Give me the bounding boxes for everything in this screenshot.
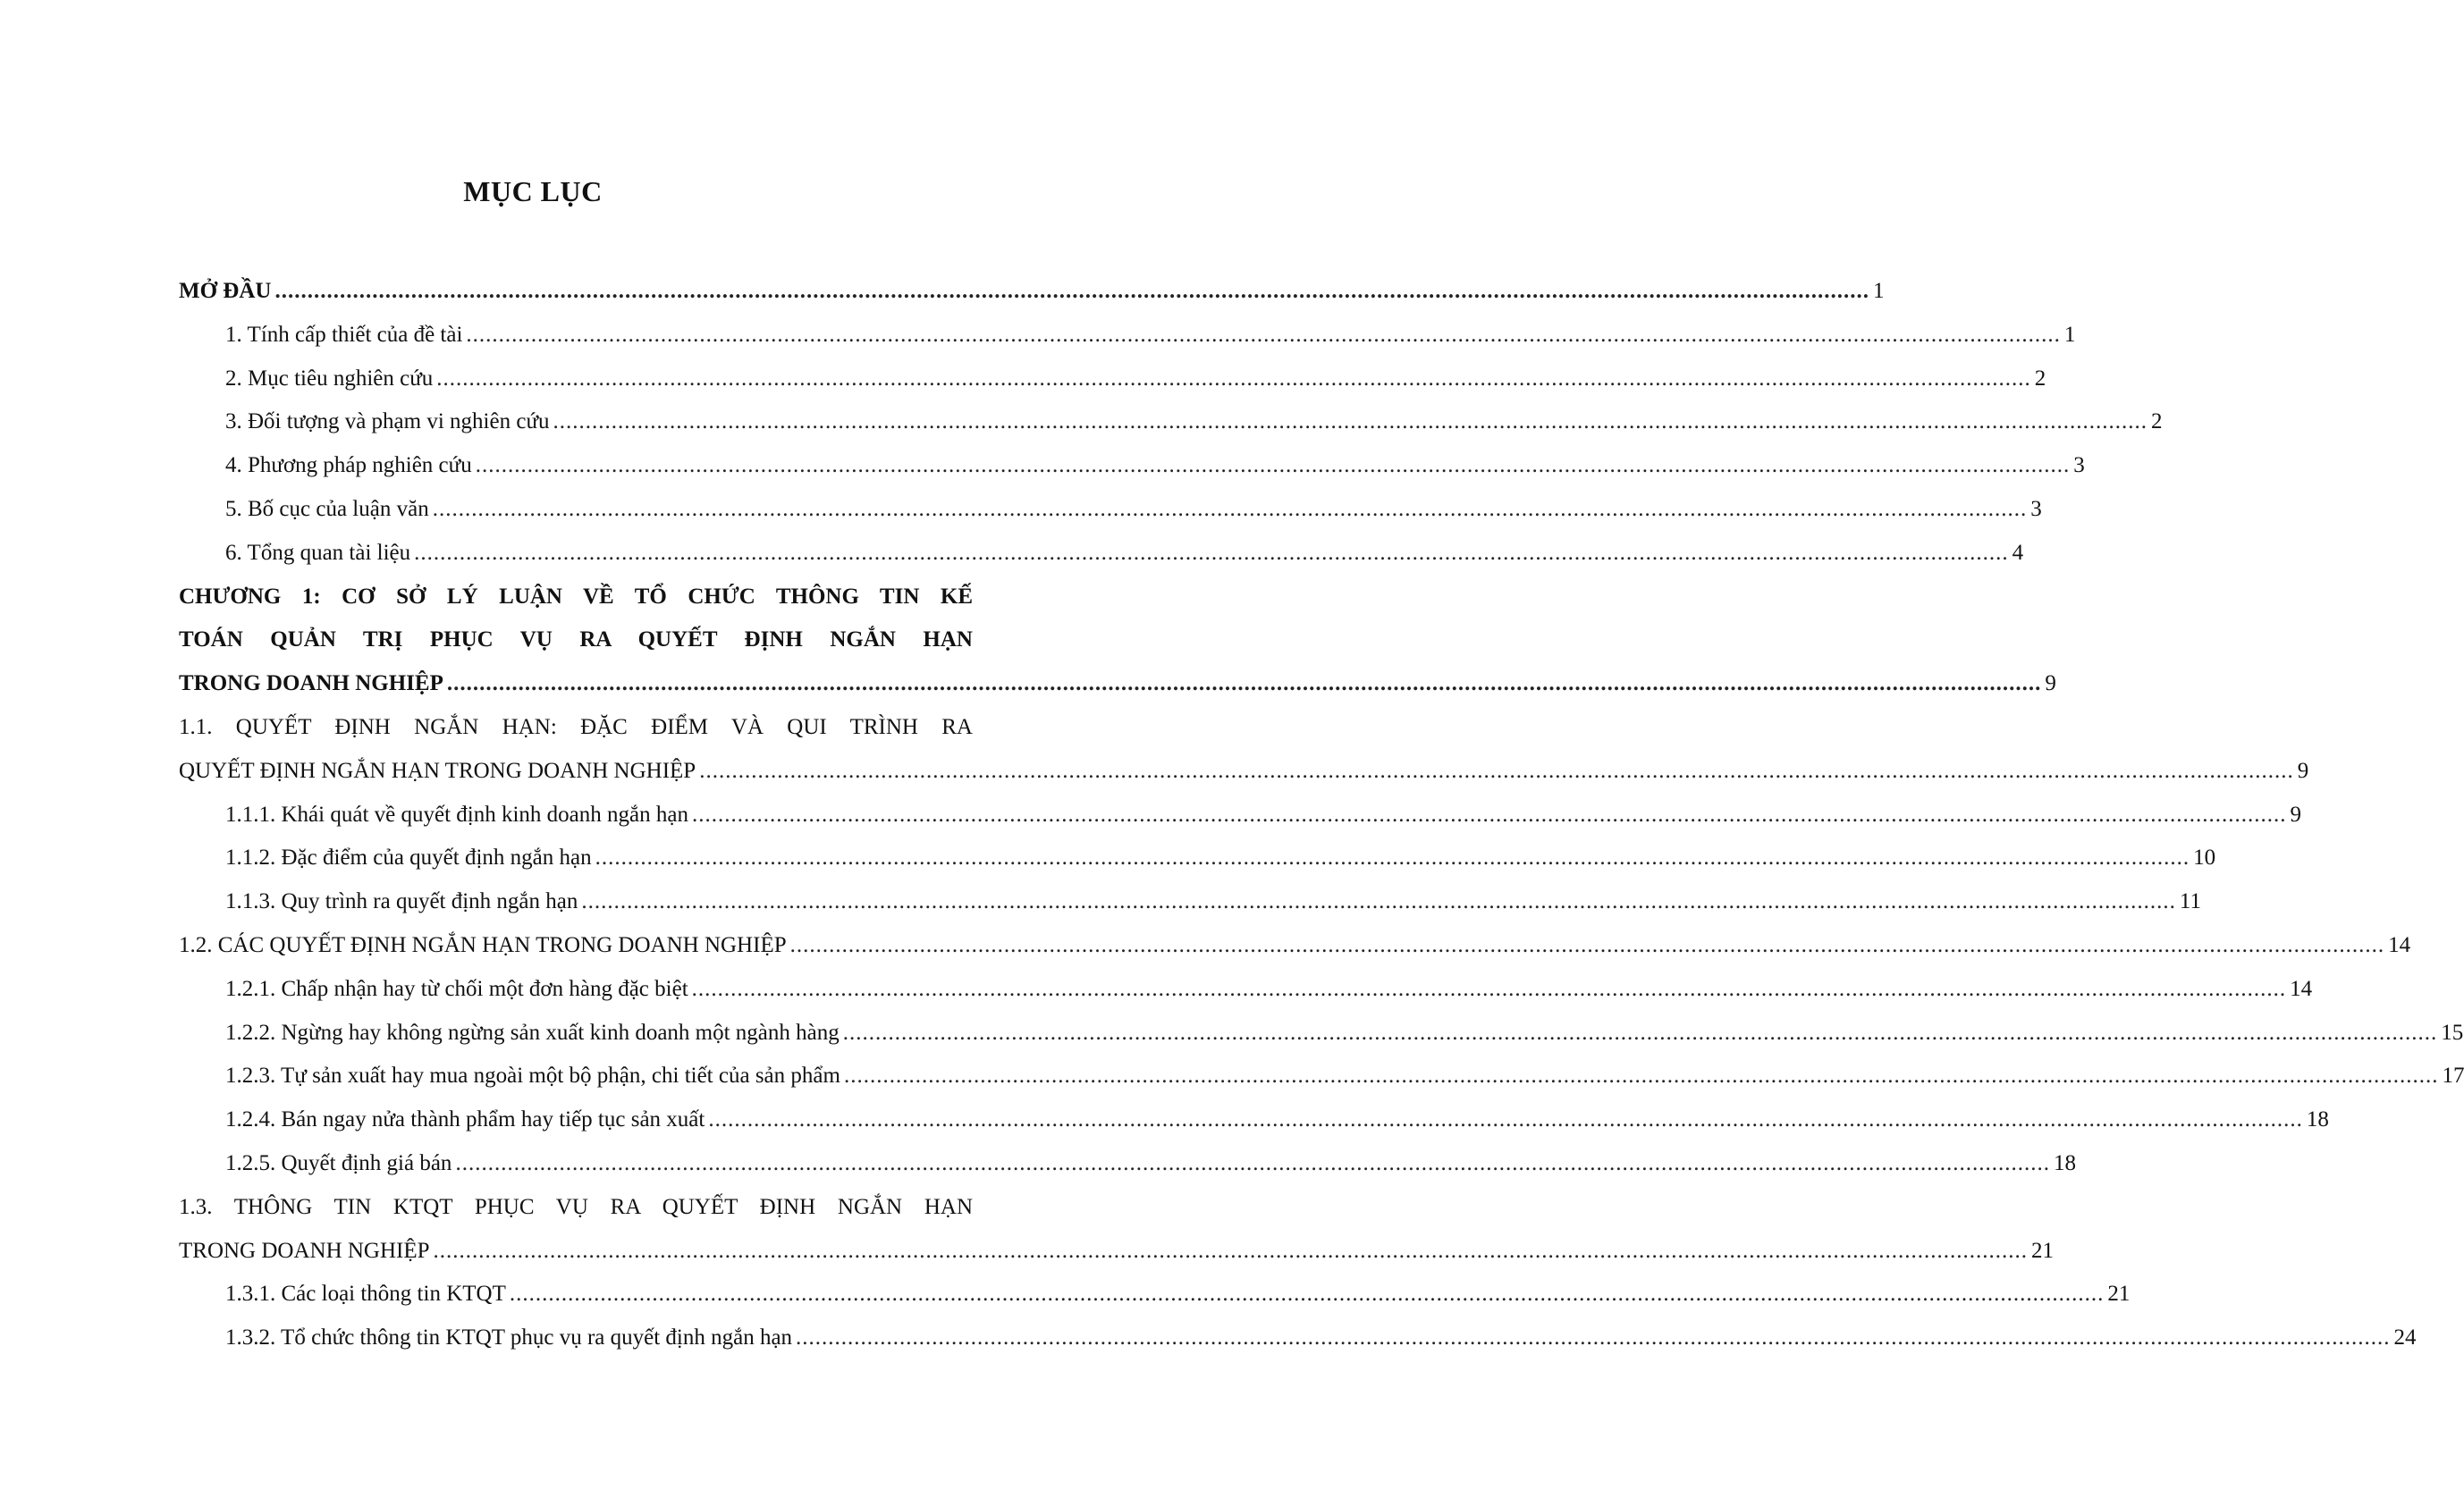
toc-entry-title: 6. Tổng quan tài liệu: [225, 540, 411, 565]
toc-entry-page-number: 9: [2297, 758, 2309, 783]
toc-entry[interactable]: [179, 968, 2313, 1012]
dot-leader: [510, 1273, 2105, 1317]
toc-entry[interactable]: [179, 924, 2411, 968]
toc-entry-page-number: 4: [2012, 540, 2024, 565]
toc-entry-row: [179, 662, 2056, 706]
toc-entry-title: 1.2. CÁC QUYẾT ĐỊNH NGẮN HẠN TRONG DOANH NGHIỆP: [179, 932, 787, 957]
toc-entry[interactable]: [179, 1098, 2329, 1142]
page-title: MỤC LỤC: [463, 175, 603, 207]
dot-leader: [692, 794, 2287, 837]
toc-entry-row: [179, 400, 2163, 444]
toc-entry-row: [179, 794, 2301, 837]
toc-entry-row: [179, 1055, 2464, 1098]
toc-entry-row: [179, 358, 2046, 401]
dot-leader: [433, 488, 2028, 532]
dot-leader: [699, 750, 2294, 794]
toc-entry[interactable]: [179, 1142, 2076, 1186]
toc-entry-title: 5. Bố cục của luận văn: [225, 496, 429, 521]
toc-entry-title: 1.2.5. Quyết định giá bán: [225, 1150, 452, 1175]
dot-leader: [581, 880, 2176, 924]
dot-leader: [414, 532, 2009, 576]
toc-entry-heading-line: TOÁN QUẢN TRỊ PHỤC VỤ RA QUYẾT ĐỊNH NGẮN HẠN: [179, 627, 973, 652]
toc-entry-page-number: 24: [2393, 1325, 2417, 1350]
toc-entry[interactable]: [179, 576, 2056, 706]
toc-entry-title: QUYẾT ĐỊNH NGẮN HẠN TRONG DOANH NGHIỆP: [179, 758, 696, 783]
toc-entry[interactable]: [179, 1012, 2464, 1056]
toc-entry[interactable]: [179, 444, 2085, 488]
toc-entry-title: 1.1.3. Quy trình ra quyết định ngắn hạn: [225, 889, 578, 914]
toc-entry-page-number: 18: [2053, 1150, 2076, 1175]
toc-entry-row: [179, 750, 2309, 794]
toc-entry[interactable]: [179, 1055, 2464, 1098]
toc-entry[interactable]: [179, 1273, 2131, 1317]
toc-entry-row: [179, 1098, 2329, 1142]
dot-leader: [466, 314, 2061, 358]
toc-entry-row: [179, 314, 2076, 358]
toc-entry-row: [179, 924, 2411, 968]
toc-entry-row: [179, 837, 2216, 880]
toc-entry-row: [179, 1230, 2055, 1274]
toc-entry[interactable]: [179, 1186, 2055, 1274]
toc-entry-title: TRONG DOANH NGHIỆP: [179, 671, 443, 696]
toc-entry-title: 1.1.2. Đặc điểm của quyết định ngắn hạn: [225, 846, 592, 871]
toc-entry-row: [179, 1012, 2464, 1056]
toc-entry-page-number: 1: [1872, 279, 1885, 303]
toc-entry-row: [179, 1317, 2417, 1360]
toc-entry[interactable]: [179, 706, 2309, 794]
toc-entry-page-number: 3: [2073, 453, 2085, 478]
toc-entry-title: 1.2.1. Chấp nhận hay từ chối một đơn hàng đặc biệt: [225, 976, 688, 1001]
toc-entry[interactable]: [179, 1317, 2417, 1360]
toc-entry[interactable]: [179, 358, 2046, 401]
toc-entry[interactable]: [179, 837, 2216, 880]
toc-entry-row: [179, 444, 2085, 488]
toc-entry-page-number: 3: [2030, 496, 2042, 521]
toc-entry-page-number: 9: [2290, 802, 2301, 827]
toc-entry-page-number: 9: [2045, 671, 2056, 696]
dot-leader: [843, 1012, 2438, 1056]
toc-entry-heading-line: 1.3. THÔNG TIN KTQT PHỤC VỤ RA QUYẾT ĐỊNH NGẮN HẠN: [179, 1194, 973, 1219]
toc-entry[interactable]: [179, 880, 2201, 924]
toc-entry[interactable]: [179, 532, 2024, 576]
toc-entry-title: 1.1.1. Khái quát về quyết định kinh doanh ngắn hạn: [225, 802, 688, 827]
toc-entry-row: [179, 1142, 2076, 1186]
dot-leader: [274, 270, 1869, 314]
dot-leader: [692, 968, 2287, 1012]
toc-entry-row: [179, 488, 2042, 532]
dot-leader: [455, 1142, 2050, 1186]
toc-entry-title: 1.2.4. Bán ngay nửa thành phẩm hay tiếp tục sản xuất: [225, 1107, 705, 1132]
dot-leader: [553, 400, 2148, 444]
toc-entry-heading-line: CHƯƠNG 1: CƠ SỞ LÝ LUẬN VỀ TỔ CHỨC THÔNG TIN KẾ: [179, 584, 973, 609]
dot-leader: [476, 444, 2071, 488]
toc-entry-title: 1.3.2. Tổ chức thông tin KTQT phục vụ ra quyết định ngắn hạn: [225, 1325, 793, 1350]
toc-entry[interactable]: [179, 488, 2042, 532]
toc-entry-title: 3. Đối tượng và phạm vi nghiên cứu: [225, 409, 550, 434]
toc-entry-page-number: 14: [2388, 932, 2411, 957]
toc-entry[interactable]: [179, 400, 2163, 444]
dot-leader: [790, 924, 2385, 968]
toc-entry-title: 4. Phương pháp nghiên cứu: [225, 453, 472, 478]
toc-entry-title: 1.3.1. Các loại thông tin KTQT: [225, 1282, 506, 1307]
toc-entry-page-number: 21: [2031, 1238, 2055, 1263]
table-of-contents: [179, 270, 2464, 1360]
dot-leader: [796, 1317, 2391, 1360]
toc-entry-page-number: 2: [2034, 366, 2046, 391]
dot-leader: [436, 358, 2031, 401]
dot-leader: [434, 1230, 2029, 1274]
toc-entry-page-number: 15: [2441, 1020, 2464, 1045]
dot-leader: [708, 1098, 2303, 1142]
toc-entry-page-number: 10: [2193, 846, 2216, 871]
toc-entry-page-number: 1: [2063, 322, 2076, 347]
toc-entry-row: [179, 968, 2313, 1012]
toc-entry-row: [179, 1273, 2131, 1317]
toc-entry-title: 1.2.3. Tự sản xuất hay mua ngoài một bộ phận, chi tiết của sản phẩm: [225, 1064, 840, 1089]
toc-entry-title: TRONG DOANH NGHIỆP: [179, 1238, 430, 1263]
toc-entry-page-number: 21: [2107, 1282, 2131, 1307]
dot-leader: [447, 662, 2042, 706]
toc-entry-page-number: 14: [2290, 976, 2313, 1001]
toc-entry[interactable]: [179, 270, 1885, 314]
toc-entry-page-number: 17: [2442, 1064, 2464, 1089]
dot-leader: [595, 837, 2190, 880]
toc-entry-row: [179, 270, 1885, 314]
toc-entry-page-number: 18: [2306, 1107, 2329, 1132]
toc-entry-title: 2. Mục tiêu nghiên cứu: [225, 366, 434, 391]
toc-entry-title: MỞ ĐẦU: [179, 279, 272, 303]
toc-entry-row: [179, 532, 2024, 576]
toc-entry[interactable]: [179, 794, 2301, 837]
toc-entry-title: 1.2.2. Ngừng hay không ngừng sản xuất kinh doanh một ngành hàng: [225, 1020, 840, 1045]
toc-entry-page-number: 2: [2151, 409, 2163, 434]
toc-entry-heading-line: 1.1. QUYẾT ĐỊNH NGẮN HẠN: ĐẶC ĐIỂM VÀ QUI TRÌNH RA: [179, 714, 973, 739]
toc-entry-title: 1. Tính cấp thiết của đề tài: [225, 322, 463, 347]
toc-entry[interactable]: [179, 314, 2076, 358]
toc-entry-row: [179, 880, 2201, 924]
dot-leader: [844, 1055, 2439, 1098]
toc-entry-page-number: 11: [2179, 889, 2201, 914]
